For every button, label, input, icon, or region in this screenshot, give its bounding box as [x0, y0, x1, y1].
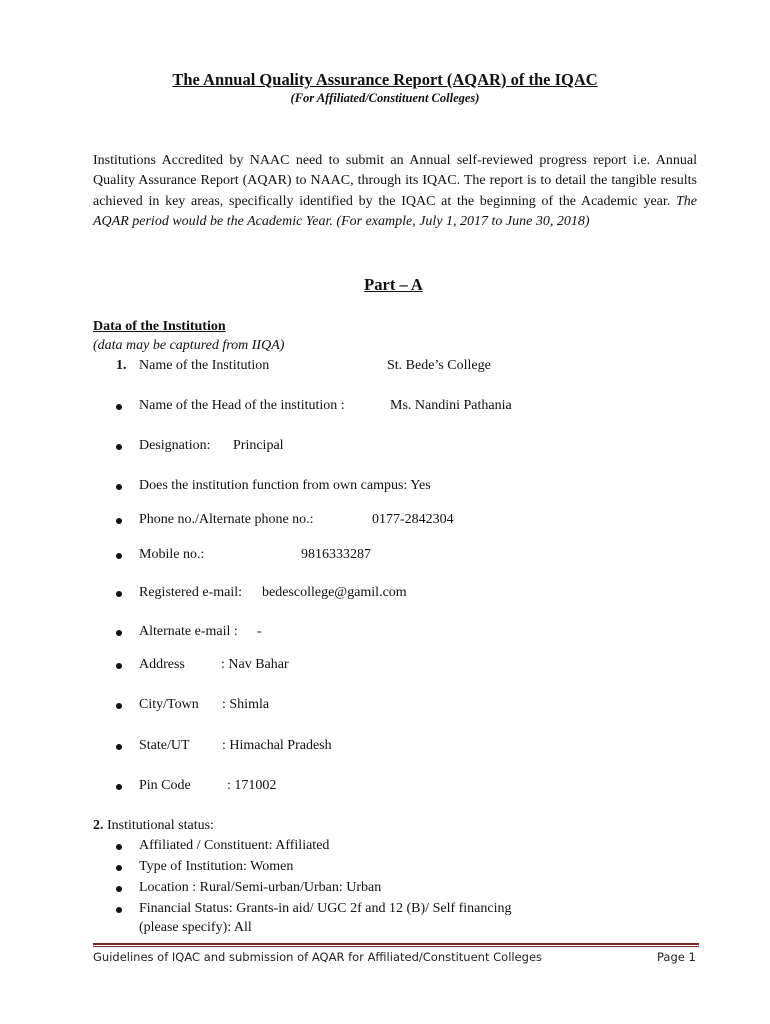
email-label: Registered e-mail: — [139, 585, 243, 600]
status-location: Location : Rural/Semi-urban/Urban: Urban — [139, 880, 382, 895]
phone-label: Phone no./Alternate phone no.: — [139, 512, 314, 527]
mobile-value: 9816333287 — [301, 547, 371, 562]
bullet-icon — [116, 907, 122, 913]
footer-rule — [93, 943, 699, 945]
state-value: : Himachal Pradesh — [222, 738, 332, 753]
item-number: 1. — [116, 358, 127, 373]
email-value: bedescollege@gamil.com — [262, 585, 407, 600]
bullet-icon — [116, 591, 122, 597]
phone-value: 0177-2842304 — [372, 512, 454, 527]
head-label: Name of the Head of the institution : — [139, 398, 345, 413]
status-heading: 2. Institutional status: — [93, 818, 214, 833]
document-title: The Annual Quality Assurance Report (AQAR) of the IQAC — [172, 70, 598, 89]
designation-label: Designation: — [139, 438, 211, 453]
status-type: Type of Institution: Women — [139, 859, 294, 874]
intro-italic-text: The AQAR period would be the Academic Year. (For example, July 1, 2017 to June 30, 2018) — [93, 193, 697, 230]
bullet-icon — [116, 518, 122, 524]
institution-name-label: Name of the Institution — [139, 358, 270, 373]
bullet-icon — [116, 444, 122, 450]
state-label: State/UT — [139, 738, 190, 753]
footer-rule-thin — [93, 946, 699, 947]
bullet-icon — [116, 844, 122, 850]
bullet-icon — [116, 703, 122, 709]
bullet-icon — [116, 744, 122, 750]
bullet-icon — [116, 886, 122, 892]
status-financial: Financial Status: Grants-in aid/ UGC 2f and 12 (B)/ Self financing — [139, 901, 512, 916]
section-subheading: (data may be captured from IIQA) — [93, 338, 285, 353]
pincode-label: Pin Code — [139, 778, 191, 793]
address-label: Address — [139, 657, 185, 672]
status-financial-continuation: (please specify): All — [139, 920, 252, 935]
intro-paragraph — [93, 151, 697, 233]
own-campus-label: Does the institution function from own campus: Yes — [139, 478, 431, 493]
bullet-icon — [116, 404, 122, 410]
pincode-value: : 171002 — [227, 778, 277, 793]
city-value: : Shimla — [222, 697, 270, 712]
mobile-label: Mobile no.: — [139, 547, 205, 562]
bullet-icon — [116, 630, 122, 636]
intro-text: Institutions Accredited by NAAC need to submit an Annual self-reviewed progress report i.e. Annual Quality Assurance Report (AQAR) to NAAC, through its IQAC. The report is to detail the tangible results achieved in key areas, specifically identified by the IQAC at the beginning of the Academic year. — [93, 153, 697, 209]
document-subtitle: (For Affiliated/Constituent Colleges) — [290, 91, 480, 105]
designation-value: Principal — [233, 438, 284, 453]
bullet-icon — [116, 484, 122, 490]
address-value: : Nav Bahar — [221, 657, 289, 672]
institution-name-value: St. Bede’s College — [387, 358, 491, 373]
bullet-icon — [116, 663, 122, 669]
footer-text: Guidelines of IQAC and submission of AQAR for Affiliated/Constituent Colleges — [93, 950, 543, 964]
bullet-icon — [116, 865, 122, 871]
section-heading: Data of the Institution — [93, 319, 226, 334]
page-number: Page 1 — [657, 950, 696, 964]
alt-email-label: Alternate e-mail : — [139, 624, 238, 639]
bullet-icon — [116, 784, 122, 790]
bullet-icon — [116, 553, 122, 559]
part-title: Part – A — [364, 275, 423, 294]
alt-email-value: - — [257, 624, 262, 639]
status-affiliation: Affiliated / Constituent: Affiliated — [139, 838, 330, 853]
head-value: Ms. Nandini Pathania — [390, 398, 512, 413]
city-label: City/Town — [139, 697, 199, 712]
